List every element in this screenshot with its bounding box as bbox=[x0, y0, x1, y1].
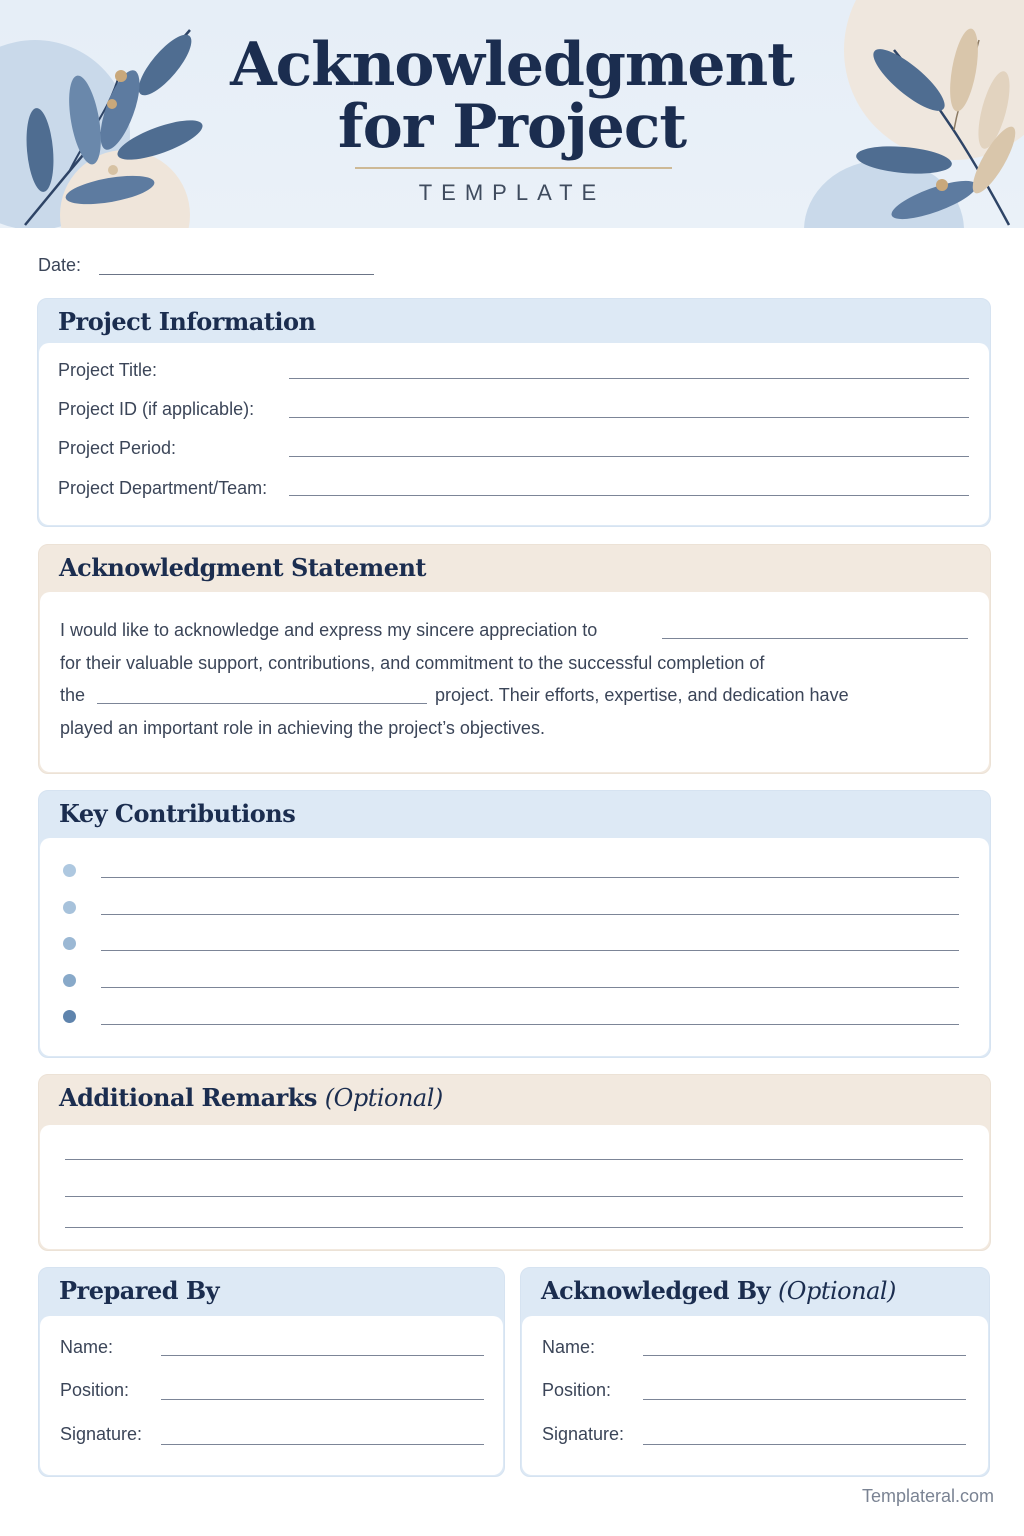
bullet-dot-icon bbox=[63, 901, 76, 914]
additional-remarks-optional: (Optional) bbox=[324, 1084, 443, 1112]
acknowledged-by-heading bbox=[541, 1276, 896, 1305]
acknowledged-by-body bbox=[522, 1316, 988, 1475]
statement-line-3-end: project. Their efforts, expertise, and dedication have bbox=[435, 685, 849, 705]
project-id-label: Project ID (if applicable): bbox=[58, 399, 255, 419]
prepared-by-signature-line[interactable] bbox=[161, 1444, 484, 1445]
bullet-dot-icon bbox=[63, 864, 76, 877]
prepared-by-body bbox=[40, 1316, 503, 1475]
contribution-line-3[interactable] bbox=[101, 950, 959, 951]
contribution-line-1[interactable] bbox=[101, 877, 959, 878]
key-contributions-body bbox=[40, 838, 989, 1056]
acknowledgment-statement-heading: Acknowledgment Statement bbox=[59, 553, 427, 582]
header-banner bbox=[0, 0, 1024, 228]
recipient-name-line[interactable] bbox=[662, 638, 968, 639]
page-subtitle: TEMPLATE bbox=[418, 180, 606, 205]
contribution-line-4[interactable] bbox=[101, 987, 959, 988]
contribution-line-2[interactable] bbox=[101, 914, 959, 915]
key-contributions-card bbox=[38, 790, 991, 1058]
page-title-line2: for Project bbox=[337, 92, 687, 162]
project-period-line[interactable] bbox=[289, 456, 969, 457]
acknowledged-by-signature-line[interactable] bbox=[643, 1444, 966, 1445]
acknowledged-by-title: Acknowledged By bbox=[541, 1276, 771, 1305]
prepared-by-name-line[interactable] bbox=[161, 1355, 484, 1356]
date-label: Date: bbox=[38, 255, 82, 275]
additional-remarks-title: Additional Remarks bbox=[59, 1083, 317, 1112]
statement-line-1: I would like to acknowledge and express my sincere appreciation to bbox=[60, 620, 598, 640]
project-department-label: Project Department/Team: bbox=[58, 478, 268, 498]
project-period-label: Project Period: bbox=[58, 438, 177, 458]
key-contributions-heading: Key Contributions bbox=[59, 799, 296, 828]
page-title-line1: Acknowledgment bbox=[230, 30, 794, 100]
acknowledged-by-name-label: Name: bbox=[542, 1337, 596, 1357]
acknowledgment-statement-body bbox=[40, 592, 989, 772]
acknowledged-by-card bbox=[520, 1267, 990, 1477]
statement-line-4: played an important role in achieving the project’s objectives. bbox=[60, 718, 545, 738]
footer-brand-link[interactable]: Templateral.com bbox=[861, 1486, 994, 1506]
prepared-by-signature-label: Signature: bbox=[60, 1424, 143, 1444]
prepared-by-card bbox=[38, 1267, 505, 1477]
acknowledged-by-position-label: Position: bbox=[542, 1380, 612, 1400]
acknowledgment-statement-card bbox=[38, 544, 991, 774]
remarks-line-1[interactable] bbox=[65, 1159, 963, 1160]
project-name-line[interactable] bbox=[97, 703, 427, 704]
acknowledged-by-name-line[interactable] bbox=[643, 1355, 966, 1356]
project-information-body bbox=[39, 343, 989, 525]
bullet-dot-icon bbox=[63, 1010, 76, 1023]
acknowledged-by-optional: (Optional) bbox=[777, 1277, 896, 1305]
prepared-by-position-label: Position: bbox=[60, 1380, 130, 1400]
prepared-by-position-line[interactable] bbox=[161, 1399, 484, 1400]
bullet-dot-icon bbox=[63, 937, 76, 950]
acknowledged-by-signature-label: Signature: bbox=[542, 1424, 625, 1444]
project-id-line[interactable] bbox=[289, 417, 969, 418]
project-title-line[interactable] bbox=[289, 378, 969, 379]
title-divider bbox=[355, 167, 672, 169]
prepared-by-heading: Prepared By bbox=[59, 1276, 220, 1305]
remarks-line-2[interactable] bbox=[65, 1196, 963, 1197]
additional-remarks-heading bbox=[59, 1083, 443, 1112]
project-title-label: Project Title: bbox=[58, 360, 158, 380]
bullet-dot-icon bbox=[63, 974, 76, 987]
project-department-line[interactable] bbox=[289, 495, 969, 496]
remarks-line-3[interactable] bbox=[65, 1227, 963, 1228]
additional-remarks-body bbox=[40, 1125, 989, 1249]
statement-line-3-start: the bbox=[60, 685, 86, 705]
prepared-by-name-label: Name: bbox=[60, 1337, 114, 1357]
additional-remarks-card bbox=[38, 1074, 991, 1251]
date-input-line[interactable] bbox=[99, 274, 374, 275]
contribution-line-5[interactable] bbox=[101, 1024, 959, 1025]
project-information-heading: Project Information bbox=[58, 307, 316, 336]
statement-line-2: for their valuable support, contributions, and commitment to the successful completion of bbox=[60, 653, 765, 673]
acknowledged-by-position-line[interactable] bbox=[643, 1399, 966, 1400]
project-information-card bbox=[37, 298, 991, 527]
